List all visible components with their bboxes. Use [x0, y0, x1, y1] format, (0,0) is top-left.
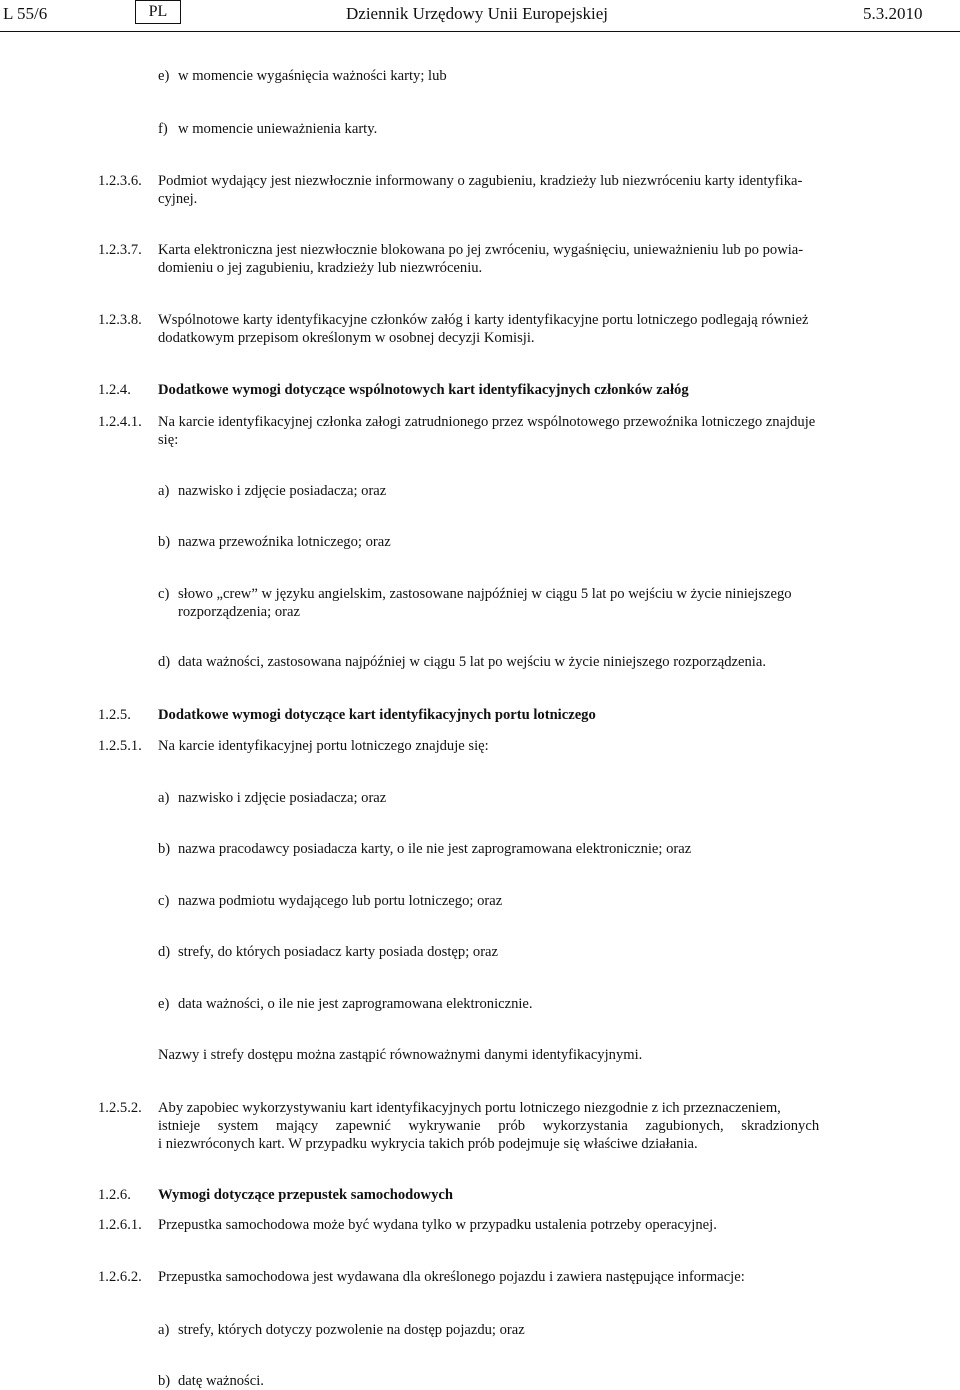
item-label: b) — [158, 841, 171, 857]
paragraph-text: Na karcie identyfikacyjnej portu lotniczego znajduje się: — [158, 738, 489, 754]
item-text: strefy, których dotyczy pozwolenie na dostęp pojazdu; oraz — [178, 1322, 525, 1338]
paragraph-number: 1.2.3.8. — [98, 312, 142, 328]
text-line: istnieje system mający zapewnić wykrywanie prób wykorzystania zagubionych, skradzionych — [158, 1118, 820, 1134]
item-label: b) — [158, 534, 171, 550]
item-text: nazwa podmiotu wydającego lub portu lotniczego; oraz — [178, 893, 503, 909]
item-text: nazwa pracodawcy posiadacza karty, o ile nie jest zaprogramowana elektronicznie; oraz — [178, 841, 692, 857]
paragraph-number: 1.2.6.1. — [98, 1217, 142, 1233]
text-line: rozporządzenia; oraz — [178, 604, 300, 620]
item-text: nazwisko i zdjęcie posiadacza; oraz — [178, 790, 387, 806]
paragraph-text — [158, 1099, 862, 1153]
item-label: a) — [158, 483, 170, 499]
item-label: a) — [158, 790, 170, 806]
item-text: w momencie wygaśnięcia ważności karty; lub — [178, 68, 447, 84]
item-label: c) — [158, 893, 170, 909]
section-number: 1.2.5. — [98, 707, 131, 723]
item-text: nazwa przewoźnika lotniczego; oraz — [178, 534, 391, 550]
paragraph-text: Przepustka samochodowa może być wydana tylko w przypadku ustalenia potrzeby operacyjnej. — [158, 1217, 717, 1233]
paragraph-number: 1.2.6.2. — [98, 1269, 142, 1285]
item-label: e) — [158, 996, 170, 1012]
paragraph-text — [158, 311, 862, 347]
journal-title: Dziennik Urzędowy Unii Europejskiej — [346, 4, 609, 23]
paragraph-text — [158, 172, 862, 208]
paragraph-text: Nazwy i strefy dostępu można zastąpić równoważnymi danymi identyfikacyjnymi. — [158, 1047, 643, 1063]
item-text — [178, 585, 862, 621]
item-label: e) — [158, 68, 170, 84]
paragraph-number: 1.2.3.6. — [98, 173, 142, 189]
text-line: się: — [158, 432, 179, 448]
text-line: i niezwróconych kart. W przypadku wykrycia takich prób podejmuje się właściwe działania. — [158, 1136, 698, 1152]
section-title: Dodatkowe wymogi dotyczące wspólnotowych kart identyfikacyjnych członków załóg — [158, 382, 689, 398]
text-line: Karta elektroniczna jest niezwłocznie blokowana po jej zwróceniu, wygaśnięciu, unieważnieniu lub po powia- — [158, 242, 804, 258]
item-text: w momencie unieważnienia karty. — [178, 121, 378, 137]
text-line: cyjnej. — [158, 191, 198, 207]
section-title: Dodatkowe wymogi dotyczące kart identyfikacyjnych portu lotniczego — [158, 707, 596, 723]
section-title: Wymogi dotyczące przepustek samochodowych — [158, 1187, 453, 1203]
page-header — [0, 0, 960, 30]
header-rule — [0, 31, 960, 32]
section-number: 1.2.4. — [98, 382, 131, 398]
text-line: dodatkowym przepisom określonym w osobnej decyzji Komisji. — [158, 330, 535, 346]
text-line: Podmiot wydający jest niezwłocznie informowany o zagubieniu, kradzieży lub niezwróceniu karty identyfika- — [158, 173, 803, 189]
paragraph-text — [158, 241, 862, 277]
publication-date: 5.3.2010 — [863, 4, 923, 23]
text-line: Na karcie identyfikacyjnej członka załogi zatrudnionego przez wspólnotowego przewoźnika lotniczego znajduje — [158, 414, 816, 430]
text-line: domieniu o jej zagubieniu, kradzieży lub niezwróceniu. — [158, 260, 483, 276]
item-text: nazwisko i zdjęcie posiadacza; oraz — [178, 483, 387, 499]
text-line: słowo „crew” w języku angielskim, zastosowane najpóźniej w ciągu 5 lat po wejściu w życie niniejszego — [178, 586, 792, 602]
item-label: b) — [158, 1373, 171, 1389]
paragraph-number: 1.2.5.1. — [98, 738, 142, 754]
item-label: f) — [158, 121, 168, 137]
item-text: strefy, do których posiadacz karty posiada dostęp; oraz — [178, 944, 499, 960]
item-label: a) — [158, 1322, 170, 1338]
item-text: data ważności, zastosowana najpóźniej w ciągu 5 lat po wejściu w życie niniejszego rozporządzenia. — [178, 654, 766, 670]
item-label: d) — [158, 654, 171, 670]
text-line: Aby zapobiec wykorzystywaniu kart identyfikacyjnych portu lotniczego niezgodnie z ich przeznaczeniem, — [158, 1100, 781, 1116]
paragraph-number: 1.2.3.7. — [98, 242, 142, 258]
item-text: datę ważności. — [178, 1373, 264, 1389]
language-box: PL — [135, 0, 181, 24]
paragraph-text — [158, 413, 862, 449]
item-label: c) — [158, 586, 170, 602]
paragraph-number: 1.2.4.1. — [98, 414, 142, 430]
paragraph-number: 1.2.5.2. — [98, 1100, 142, 1116]
paragraph-text: Przepustka samochodowa jest wydawana dla określonego pojazdu i zawiera następujące informacje: — [158, 1269, 745, 1285]
item-text: data ważności, o ile nie jest zaprogramowana elektronicznie. — [178, 996, 533, 1012]
section-number: 1.2.6. — [98, 1187, 131, 1203]
item-label: d) — [158, 944, 171, 960]
text-line: Wspólnotowe karty identyfikacyjne członków załóg i karty identyfikacyjne portu lotniczego podlegają również — [158, 312, 809, 328]
page-number: L 55/6 — [3, 4, 48, 23]
